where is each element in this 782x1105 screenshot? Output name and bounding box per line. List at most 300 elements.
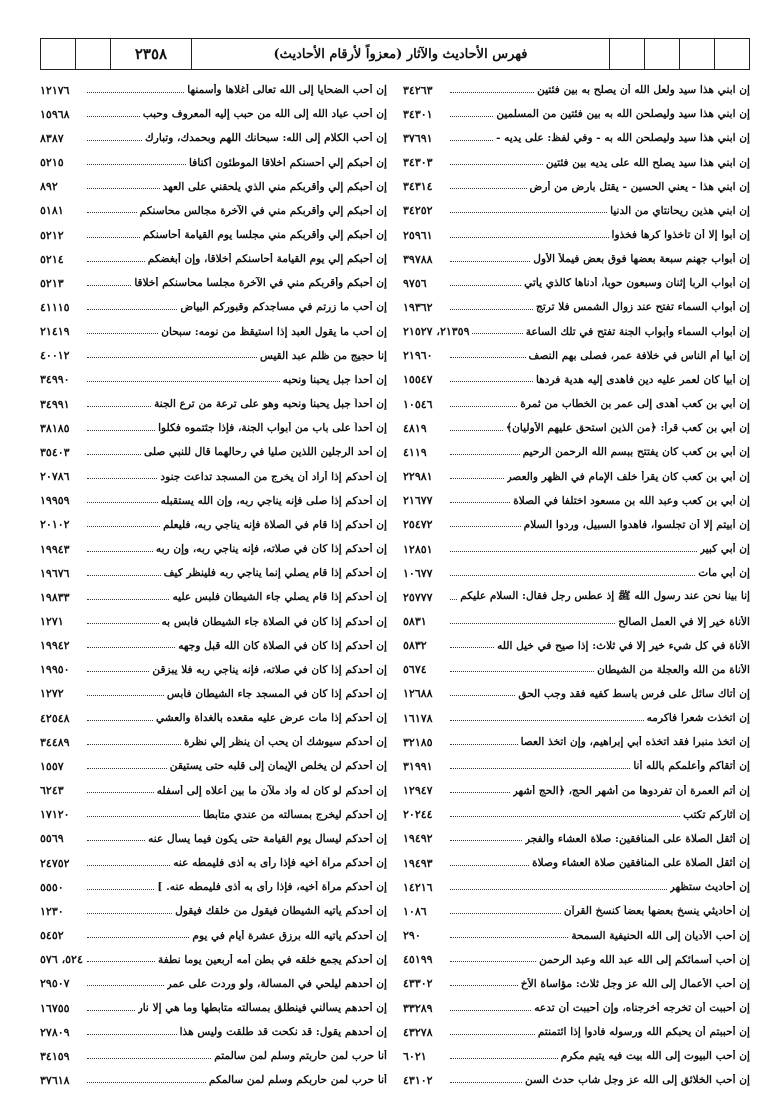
entry-number: ٣٧٦٩١ — [403, 131, 433, 145]
leader-dots — [450, 985, 518, 986]
leader-dots — [450, 261, 530, 262]
entry-text: إن أحبكم إلي وأقربكم مني في الآخرة مجالس محاسنكم — [139, 204, 387, 217]
leader-dots — [87, 140, 142, 141]
entry-text: إن أحدكم إذا مات عرض عليه مقعده بالغداة والعشي — [155, 712, 387, 725]
entry-text: إن أتم العمرة أن تفردوها من أشهر الحج، ﴿الحج أشهر — [512, 784, 750, 797]
entry-text: الأناة في كل شيء خير إلا في ثلاث: إذا صيح في خيل الله — [497, 639, 750, 652]
leader-dots — [87, 671, 149, 672]
leader-dots — [450, 1058, 558, 1059]
entry-text: إن أحب الضحايا إلى الله تعالى أغلاها وأسمنها — [187, 84, 387, 97]
leader-dots — [450, 285, 521, 286]
entry-number: ١٢٨٥١ — [403, 542, 433, 556]
index-entry — [40, 150, 387, 174]
entry-text: إن أحداً على باب من أبواب الجنة، فإذا جئتموه فكلوا — [158, 422, 387, 435]
index-entry — [403, 803, 750, 827]
entry-text: إن أحبكم إلي وأقربكم مني مجلسا يوم القيامة أحاسنكم — [142, 229, 387, 242]
entry-number: ٣٤٤٨٩ — [40, 735, 70, 749]
index-entry — [40, 996, 387, 1020]
entry-number: ١٧١٢٠ — [40, 808, 70, 822]
index-entry — [40, 320, 387, 344]
leader-dots — [450, 551, 697, 552]
leader-dots — [87, 961, 155, 962]
entry-text: إن أحبكم إلي يوم القيامة أحاسنكم أخلاقا، وإن أبغضكم — [147, 253, 387, 266]
entry-text: إن أتاك سائل على فرس باسط كفيه فقد وجب الحق — [518, 687, 750, 700]
header-cell — [41, 39, 75, 69]
index-entry — [403, 295, 750, 319]
leader-dots — [87, 816, 200, 817]
entry-number: ١٢٩٤٧ — [403, 784, 433, 798]
entry-text: إن أبي بن كعب أهدى إلى عمر بن الخطاب من ثمرة — [520, 398, 750, 411]
leader-dots — [450, 937, 568, 938]
index-entry — [40, 827, 387, 851]
entry-number: ٢٠١٠٢ — [40, 518, 70, 532]
entry-text: إن أحب عباد الله إلى الله من حبب إليه المعروف وحبب — [142, 108, 387, 121]
leader-dots — [450, 768, 630, 769]
entry-number: ٤٠٠١٢ — [40, 349, 70, 363]
entry-number: ١٩٩٥٠ — [40, 663, 70, 677]
entry-text: إن أحدكم إذا قام في الصلاة فإنه يناجي ربه، فليعلم — [163, 518, 387, 531]
entry-number: ٤١١٩ — [403, 445, 427, 459]
index-entry — [40, 972, 387, 996]
entry-number: ٣٤٣٠١ — [403, 107, 433, 121]
index-entry — [403, 126, 750, 150]
entry-text: إن أحدكم إذا قام يصلي جاء الشيطان فلبس عليه — [172, 591, 387, 604]
entry-number: ٢٩٠ — [403, 929, 421, 943]
index-entry — [40, 513, 387, 537]
page-header — [40, 38, 750, 70]
entry-number: ٤١١١٥ — [40, 300, 70, 314]
index-entry — [403, 754, 750, 778]
header-cell — [609, 39, 644, 69]
leader-dots — [450, 526, 521, 527]
leader-dots — [450, 744, 518, 745]
entry-text: إن أحب الأعمال إلى الله عز وجل ثلاث: مؤاساة الأخ — [520, 977, 750, 990]
entry-number: ٤٣٣٠٢ — [403, 977, 433, 991]
entry-text: إن أحبكم وأقربكم مني في الآخرة مجلسا محاسنكم أخلاقا — [134, 277, 387, 290]
leader-dots — [87, 840, 145, 841]
entry-number: ٤٣٢٧٨ — [403, 1025, 433, 1039]
entry-text: إن أحدكم إذا قام يصلي إنما يناجي ربه فلينظر كيف — [163, 567, 387, 580]
index-entry — [403, 537, 750, 561]
entry-text: إن أحدكم مرآة أخيه فإذا رأى به أذى فليمطه عنه — [173, 857, 387, 870]
entry-text: إن أبي كبير — [699, 543, 750, 556]
entry-number: ٢٥٧٧٧ — [403, 590, 433, 604]
entry-number: ١٩٤٩٣ — [403, 856, 433, 870]
entry-number: ١٦١٧٨ — [403, 711, 433, 725]
leader-dots — [450, 865, 529, 866]
leader-dots — [87, 720, 153, 721]
index-entry — [403, 247, 750, 271]
entry-number: ١٢٧١ — [40, 615, 64, 629]
entry-text: إن أحدهم يقول: قد نكحت قد طلقت وليس هذا — [179, 1026, 387, 1039]
leader-dots — [87, 889, 154, 890]
entry-text: الأناة خير إلا في العمل الصالح — [618, 615, 750, 628]
leader-dots — [450, 357, 526, 358]
entry-text: إن أبوا إلا أن تأخذوا كرها فخذوا — [611, 229, 750, 242]
entry-text: إن أحدكم لن يخلص الإيمان إلى قلبه حتى يستيقن — [169, 760, 387, 773]
entry-number: ٥٢١٣ — [40, 276, 64, 290]
entry-text: إن أحب ما زرتم في مساجدكم وقبوركم البياض — [180, 301, 387, 314]
index-entry — [403, 996, 750, 1020]
leader-dots — [87, 237, 140, 238]
leader-dots — [87, 430, 155, 431]
entry-text: إن أحببتم أن يحبكم الله ورسوله فأدوا إذا ائتمنتم — [537, 1026, 750, 1039]
leader-dots — [87, 1058, 211, 1059]
entry-text: إن أبيتم إلا أن تجلسوا، فاهدوا السبيل، وردوا السلام — [523, 518, 750, 531]
index-entry — [40, 754, 387, 778]
entry-number: ٣٤٣١٤ — [403, 180, 433, 194]
entry-text: إن أحدكم يأتيه الشيطان فيقول من خلقك فيقول — [175, 905, 387, 918]
entry-number: ٢٥٤٧٢ — [403, 518, 433, 532]
leader-dots — [87, 454, 141, 455]
entry-number: ٥٥٥٠ — [40, 880, 64, 894]
entry-text: إن أحدكم يجمع خلقه في بطن أمه أربعين يوما نطفة — [158, 953, 387, 966]
leader-dots — [450, 647, 494, 648]
entry-text: إن أحاديث ستظهر — [669, 881, 750, 894]
leader-dots — [87, 599, 169, 600]
index-entry — [40, 247, 387, 271]
entry-text: إن ابني هذين ريحانتاي من الدنيا — [610, 204, 750, 217]
header-cell — [714, 39, 749, 69]
entry-number: ٣٧٦١٨ — [40, 1073, 70, 1087]
entry-text: إن أحدكم إذا كان في صلاته، فإنه يناجي ربه، وإن ربه — [155, 543, 387, 556]
leader-dots — [450, 840, 522, 841]
entry-number: ١٩٩٤٢ — [40, 639, 70, 653]
entry-text: إن أحبكم إلي وأقربكم مني الذي يلحقني على العهد — [162, 180, 387, 193]
index-entry — [40, 899, 387, 923]
entry-text: إن أحد الرجلين اللذين صليا في رحالهما قال للنبي صلى — [143, 446, 387, 459]
entry-number: ٢٧٨٠٩ — [40, 1025, 70, 1039]
index-entry — [40, 851, 387, 875]
entry-number: ١٥٥٤٧ — [403, 373, 433, 387]
index-entry — [403, 102, 750, 126]
entry-number: ٥١٨١ — [40, 204, 64, 218]
right-column — [395, 78, 750, 1093]
entry-number: ٥٤٥٢ — [40, 929, 64, 943]
leader-dots — [87, 92, 184, 93]
entry-number: ١٤٢١٦ — [403, 880, 433, 894]
index-entry — [403, 78, 750, 102]
entry-number: ٣١٩٩١ — [403, 759, 433, 773]
leader-dots — [87, 285, 131, 286]
leader-dots — [87, 164, 186, 165]
leader-dots — [87, 478, 157, 479]
entry-number: ٣٤٢٦٣ — [403, 83, 433, 97]
index-entry — [403, 851, 750, 875]
leader-dots — [87, 309, 177, 310]
entry-number: ٤٥١٩٩ — [403, 953, 433, 967]
entry-text: إن أحب ما يقول العبد إذا استيقظ من نومه: سبحان — [161, 325, 387, 338]
leader-dots — [87, 913, 172, 914]
leader-dots — [450, 478, 504, 479]
entry-number: ٣٤٩٩٠ — [40, 373, 70, 387]
leader-dots — [450, 720, 644, 721]
index-columns — [40, 78, 750, 1093]
entry-text: إن أحب الكلام إلى الله: سبحانك اللهم وبحمدك، وتبارك — [145, 132, 387, 145]
entry-number: ٥٥٦٩ — [40, 832, 64, 846]
leader-dots — [87, 357, 257, 358]
leader-dots — [450, 212, 607, 213]
entry-number: ٤٢٥٤٨ — [40, 711, 70, 725]
leader-dots — [450, 671, 594, 672]
entry-number: ٥٨٣٢ — [403, 639, 427, 653]
index-entry — [40, 682, 387, 706]
leader-dots — [450, 816, 680, 817]
index-entry — [40, 585, 387, 609]
entry-text: إن أحاديثي ينسخ بعضها بعضاً كنسخ القرآن — [563, 905, 750, 918]
leader-dots — [450, 1034, 535, 1035]
leader-dots — [450, 889, 667, 890]
index-entry — [403, 1068, 750, 1092]
index-entry — [403, 513, 750, 537]
leader-dots — [87, 1082, 206, 1083]
index-entry — [403, 223, 750, 247]
leader-dots — [87, 792, 154, 793]
leader-dots — [87, 212, 137, 213]
index-entry — [403, 368, 750, 392]
index-entry — [40, 609, 387, 633]
leader-dots — [87, 865, 170, 866]
index-entry — [40, 223, 387, 247]
index-entry — [40, 1068, 387, 1092]
entry-number: ٦٢٤٣ — [40, 784, 64, 798]
entry-number: ٩٧٥٦ — [403, 276, 427, 290]
entry-text: إن أبي بن كعب كان يقرأ خلف الإمام في الظهر والعصر — [506, 470, 750, 483]
entry-number: ١٢١٧٦ — [40, 83, 70, 97]
entry-number: ١٢٧٢ — [40, 687, 64, 701]
index-entry — [403, 682, 750, 706]
entry-text: إن أحب أسمائكم إلى الله عبد الله وعبد الرحمن — [539, 953, 750, 966]
index-entry — [40, 295, 387, 319]
entry-number: ٥٢٤، ٥٧٦ — [40, 953, 83, 967]
index-entry — [40, 730, 387, 754]
entry-number: ٥٢١٥ — [40, 156, 64, 170]
entry-text: إن اتخذ منبرا فقد اتخذه أبي إبراهيم، وإن اتخذ العصا — [520, 736, 750, 749]
leader-dots — [450, 188, 527, 189]
entry-text: إن أبواب السماء وأبواب الجنة تفتح في تلك الساعة — [525, 325, 750, 338]
entry-number: ٢٤٧٥٢ — [40, 856, 70, 870]
leader-dots — [450, 454, 520, 455]
entry-text: إن أحدكم ليخرج بمسألته من عندي متأبطا — [203, 808, 387, 821]
entry-text: إن أحدكم إذا كان في صلاته، فإنه يناجي ربه فلا يبزقن — [152, 663, 387, 676]
index-entry — [40, 440, 387, 464]
leader-dots — [87, 695, 164, 696]
entry-number: ١٢٦٨٨ — [403, 687, 433, 701]
leader-dots — [450, 623, 615, 624]
index-entry — [403, 585, 750, 609]
entry-number: ١٩٦٧٦ — [40, 566, 70, 580]
entry-text: إن أحدكم ليسأل يوم القيامة حتى يكون فيما يسأل عنه — [148, 832, 387, 845]
entry-text: إن أحدكم إذا صلى فإنه يناجي ربه، وإن الله يستقبله — [160, 494, 387, 507]
entry-number: ٥٨٣١ — [403, 615, 427, 629]
header-cell — [679, 39, 714, 69]
entry-text: إن أبيا كان لعمر عليه دين فأهدى إليه هدية فردها — [535, 373, 750, 386]
entry-text: إن أبي بن كعب كان يفتتح ببسم الله الرحمن الرحيم — [522, 446, 750, 459]
index-entry — [403, 948, 750, 972]
leader-dots — [450, 575, 695, 576]
leader-dots — [450, 695, 515, 696]
index-entry — [403, 392, 750, 416]
leader-dots — [450, 164, 543, 165]
index-entry — [403, 972, 750, 996]
entry-text: إن أحدكم إذا أراد أن يخرج من المسجد تداعت جنود — [160, 470, 387, 483]
index-entry — [40, 875, 387, 899]
leader-dots — [450, 140, 493, 141]
leader-dots — [87, 381, 280, 382]
entry-number: ٢٠٢٤٤ — [403, 808, 433, 822]
leader-dots — [450, 913, 561, 914]
left-column — [40, 78, 395, 1093]
entry-number: ٢١٤١٩ — [40, 325, 70, 339]
entry-text: أنا حرب لمن حاربتم وسلم لمن سالمتم — [214, 1050, 387, 1063]
entry-number: ٣٤١٥٩ — [40, 1049, 70, 1063]
entry-text: إن اتخذت شعرا فاكرمه — [646, 712, 750, 725]
entry-text: أنا حرب لمن حاربكم وسلم لمن سالمكم — [208, 1074, 387, 1087]
index-entry — [40, 271, 387, 295]
entry-text: إن أبيا أم الناس في خلافة عمر، فصلى بهم النصف — [528, 349, 750, 362]
entry-text: إن أحداً جبل يحبنا ونحبه وهو على ترعة من ترع الجنة — [154, 398, 387, 411]
index-entry — [40, 126, 387, 150]
entry-number: ١٢٣٠ — [40, 904, 64, 918]
entry-text: إن أثقل الصلاة على المنافقين صلاة العشاء وصلاة — [532, 857, 750, 870]
index-entry — [40, 923, 387, 947]
index-entry — [403, 271, 750, 295]
index-entry — [40, 489, 387, 513]
entry-number: ٤٣١٠٢ — [403, 1073, 433, 1087]
index-entry — [40, 416, 387, 440]
entry-text: إن ابني هذا سيد ولعل الله أن يصلح به بين فئتين — [537, 84, 750, 97]
index-entry — [40, 561, 387, 585]
entry-number: ١٠٥٤٦ — [403, 397, 433, 411]
index-entry — [40, 344, 387, 368]
entry-number: ٥٦٧٤ — [403, 663, 427, 677]
entry-text: إنا بينا نحن عند رسول الله ﷺ إذ عطس رجل فقال: السلام عليكم — [460, 589, 750, 602]
leader-dots — [87, 1010, 135, 1011]
index-entry — [403, 634, 750, 658]
index-entry — [40, 368, 387, 392]
index-entry — [40, 1020, 387, 1044]
index-entry — [40, 175, 387, 199]
entry-text: إن أحدكم سيوشك أن يحب أن ينظر إلي نظرة — [183, 736, 387, 749]
leader-dots — [87, 551, 153, 552]
entry-number: ٣٣٢٨٩ — [403, 1001, 433, 1015]
entry-text: إن ابني هذا سيد وليصلحن الله به - وفي لفظ: على يديه - — [496, 132, 750, 145]
entry-text: إن أبي بن كعب وعبد الله بن مسعود اختلفا في الصلاة — [513, 494, 750, 507]
entry-number: ١٥٥٧ — [40, 759, 64, 773]
entry-number: ٣٩٧٨٨ — [403, 252, 433, 266]
index-entry — [403, 465, 750, 489]
index-entry — [403, 706, 750, 730]
index-entry — [403, 779, 750, 803]
index-entry — [403, 320, 750, 344]
entry-text: إن أبواب الربا إثنان وسبعون حوباً، أدناها كالذي يأتي — [524, 277, 750, 290]
leader-dots — [87, 768, 167, 769]
index-entry — [40, 465, 387, 489]
entry-text: إن أحدكم مرآة أخيه، فإذا رأى به أذى فليمطه عنه. ] — [157, 881, 387, 894]
entry-text: إن أحبكم إلي أحسنكم أخلاقا الموطئون أكنافا — [189, 156, 387, 169]
index-entry — [403, 827, 750, 851]
leader-dots — [87, 116, 140, 117]
header-cell — [75, 39, 110, 69]
entry-text: إن أحدكم إذا كان في المسجد جاء الشيطان فأبس — [166, 687, 387, 700]
entry-number: ٢٥٩٦١ — [403, 228, 433, 242]
entry-number: ٢٠٧٨٦ — [40, 470, 70, 484]
entry-text: إن أبي مات — [698, 567, 750, 580]
entry-number: ٣٤٢٥٢ — [403, 204, 433, 218]
entry-text: إن أتقاكم وأعلمكم بالله أنا — [633, 760, 750, 773]
entry-number: ٢١٦٧٧ — [403, 494, 433, 508]
index-entry — [40, 658, 387, 682]
leader-dots — [87, 188, 160, 189]
leader-dots — [450, 381, 533, 382]
entry-text: إن أحب الأديان إلى الله الحنيفية السمحة — [571, 929, 750, 942]
index-entry — [40, 78, 387, 102]
entry-text: إن أثقل الصلاة على المنافقين: صلاة العشاء والفجر — [524, 832, 750, 845]
entry-number: ٢١٩٦٠ — [403, 349, 433, 363]
index-entry — [403, 1020, 750, 1044]
leader-dots — [450, 430, 503, 431]
entry-number: ١٩٩٥٩ — [40, 494, 70, 508]
entry-text: إن أحدكم إذا كان في الصلاة كان الله قبل وجهه — [178, 639, 387, 652]
entry-text: إن آثاركم تكتب — [683, 808, 750, 821]
entry-number: ٤٨١٩ — [403, 421, 427, 435]
entry-text: إن أحدهم ليلحي في المسألة، ولو وردت على عمر — [166, 977, 387, 990]
header-cell — [644, 39, 679, 69]
entry-text: إن أبواب السماء تفتح عند زوال الشمس فلا ترتج — [536, 301, 750, 314]
entry-number: ٥٢١٢ — [40, 228, 64, 242]
leader-dots — [450, 599, 457, 600]
leader-dots — [87, 744, 181, 745]
entry-text: إن أحب الخلائق إلى الله عز وجل شاب حدث السن — [525, 1074, 750, 1087]
entry-number: ٨٣٨٧ — [40, 131, 64, 145]
leader-dots — [450, 237, 609, 238]
entry-text: إن أحدكم لو كان له واد ملآن ما بين أعلاه إلى أسفله — [156, 784, 387, 797]
entry-number: ١٩٩٤٣ — [40, 542, 70, 556]
leader-dots — [87, 406, 151, 407]
entry-number: ١٩٤٩٢ — [403, 832, 433, 846]
leader-dots — [87, 526, 160, 527]
entry-number: ٢٩٥٠٧ — [40, 977, 70, 991]
entry-number: ١٠٨٦ — [403, 904, 427, 918]
leader-dots — [87, 647, 175, 648]
leader-dots — [472, 333, 522, 334]
entry-number: ٣٤٩٩١ — [40, 397, 70, 411]
entry-text: إن ابني هذا سيد يصلح الله على يديه بين فئتين — [545, 156, 750, 169]
entry-number: ٢٢٩٨١ — [403, 470, 433, 484]
leader-dots — [450, 1010, 531, 1011]
entry-number: ١٩٨٣٣ — [40, 590, 70, 604]
entry-number: ١٦٧٥٥ — [40, 1001, 70, 1015]
index-entry — [403, 875, 750, 899]
index-entry — [403, 489, 750, 513]
index-entry — [403, 1044, 750, 1068]
entry-number: ١٥٩٦٨ — [40, 107, 70, 121]
index-entry — [40, 199, 387, 223]
entry-number: ٥٢١٤ — [40, 252, 64, 266]
leader-dots — [87, 1034, 177, 1035]
entry-number: ٣٢١٨٥ — [403, 735, 433, 749]
leader-dots — [87, 985, 164, 986]
leader-dots — [450, 92, 534, 93]
entry-text: إن أحببت أن تخرجه أخرجناه، وإن أحببت أن تدعه — [534, 1002, 750, 1015]
entry-number: ٣٨١٨٥ — [40, 421, 70, 435]
entry-number: ٣٤٣٠٣ — [403, 156, 433, 170]
page-number: ٢٣٥٨ — [110, 39, 191, 69]
index-entry — [403, 899, 750, 923]
entry-text: إنا حجيج من ظلم عبد القيس — [259, 349, 387, 362]
index-entry — [403, 416, 750, 440]
leader-dots — [450, 792, 510, 793]
